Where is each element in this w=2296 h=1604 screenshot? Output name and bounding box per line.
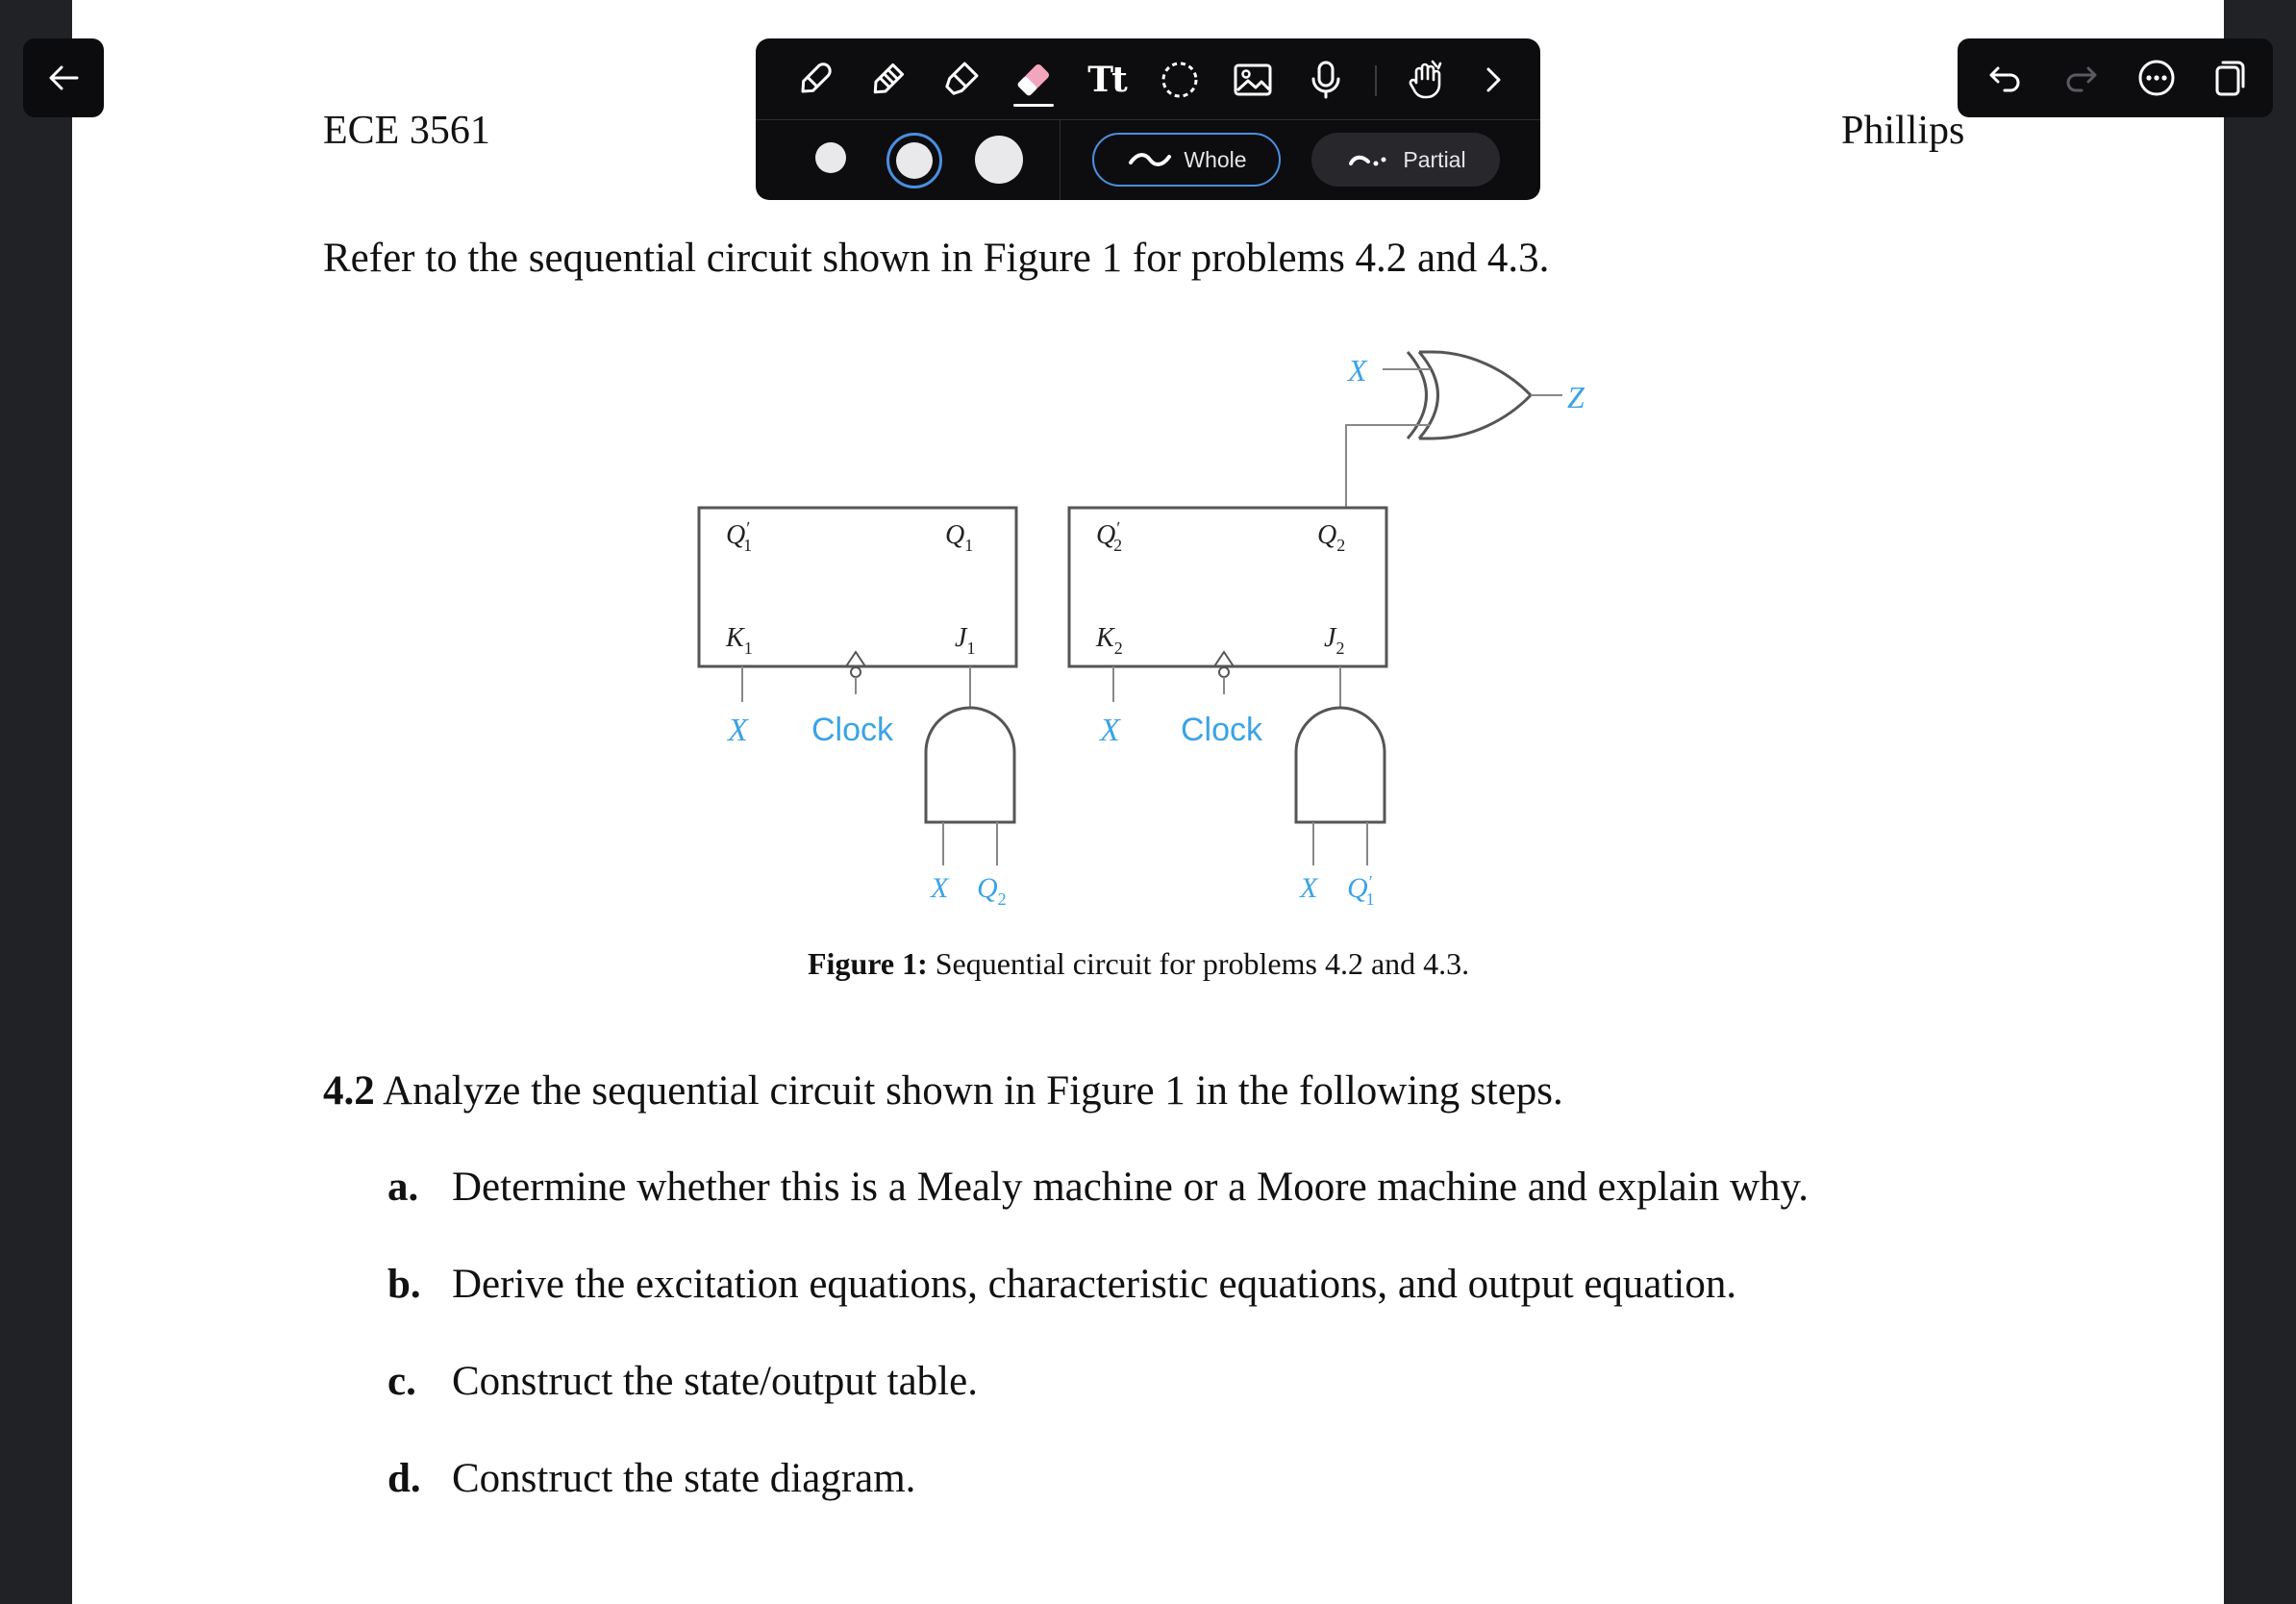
partial-mode-button[interactable] (1311, 133, 1500, 187)
back-button[interactable] (23, 38, 104, 117)
eraser-size-medium (896, 142, 933, 179)
lasso-tool[interactable] (1156, 56, 1204, 104)
whole-mode-label: Whole (1184, 146, 1247, 172)
figure-caption-text: Sequential circuit for problems 4.2 and 4.3. (927, 946, 1470, 981)
and2-q1bar-label: Q′ 1 (1347, 872, 1375, 909)
and2-x-label: X (1300, 872, 1318, 904)
highlighter-tool[interactable] (936, 56, 985, 104)
problem-text: Analyze the sequential circuit shown in Figure 1 in the following steps. (374, 1068, 1563, 1114)
pen-icon (792, 58, 836, 102)
ff1-k-label: $K_1$ (726, 623, 753, 658)
and1-q2-label: $Q_2$ (977, 872, 1007, 909)
course-code: ECE 3561 (323, 109, 490, 153)
ff2-k-label: $K_2$ (1096, 623, 1123, 658)
ff2-j-label: $J_2$ (1324, 623, 1345, 658)
and1-x-label: X (931, 872, 949, 904)
problem-item-d: d. Construct the state diagram. (387, 1456, 916, 1501)
right-margin (2224, 0, 2296, 1604)
and-gate-1 (926, 708, 1014, 822)
tool-row (756, 38, 1540, 119)
more-options-button[interactable] (2133, 54, 2181, 102)
partial-stroke-icon (1345, 148, 1393, 171)
eraser-size-medium-ring[interactable] (886, 133, 942, 188)
redo-button[interactable] (2058, 54, 2106, 102)
figure-caption (808, 946, 1469, 982)
figure-caption-label: Figure 1: (808, 946, 928, 981)
ff2-clock-triangle (1214, 652, 1234, 666)
toolbar-divider-vertical (1060, 120, 1061, 200)
ff2-clock-bubble (1219, 667, 1229, 677)
problem-item-c: c. Construct the state/output table. (387, 1359, 978, 1404)
toolbar-divider (756, 119, 1540, 120)
xor-output-z-label: Z (1567, 380, 1585, 414)
more-tools-button[interactable] (1469, 56, 1517, 104)
tilde-stroke-icon (1126, 148, 1174, 171)
ff2-q-label: $Q_2$ (1317, 520, 1346, 555)
eraser-size-large[interactable] (975, 136, 1023, 184)
ff1-j-label: $J_1$ (955, 623, 976, 658)
partial-mode-label: Partial (1403, 146, 1466, 172)
problem-item-a: a. Determine whether this is a Mealy machine or a Moore machine and explain why. (387, 1165, 1809, 1210)
image-tool[interactable] (1229, 56, 1277, 104)
intro-paragraph: Refer to the sequential circuit shown in Figure 1 for problems 4.2 and 4.3. (323, 236, 1550, 281)
microphone-icon (1304, 58, 1348, 102)
toolbar-separator (1375, 65, 1377, 96)
arrow-left-icon (44, 59, 83, 97)
ff1-clock-label: Clock (811, 712, 894, 748)
redo-icon (2060, 57, 2103, 99)
ff1-clock-triangle (846, 652, 865, 666)
more-icon (2135, 57, 2178, 99)
instructor-name: Phillips (1841, 109, 1965, 153)
pages-button[interactable] (2206, 54, 2254, 102)
undo-icon (1984, 57, 2026, 99)
top-right-toolbar (1958, 38, 2273, 117)
left-margin (0, 0, 72, 1604)
problem-number: 4.2 (323, 1068, 375, 1114)
ff2-clock-label: Clock (1181, 712, 1263, 748)
ff1-qbar-label: Q′ 1 (726, 518, 753, 555)
ff1-x-input-label: X (728, 713, 748, 748)
ff2-x-input-label: X (1100, 713, 1120, 748)
circuit-figure (673, 327, 1683, 923)
problem-item-b: b. Derive the excitation equations, characteristic equations, and output equation. (387, 1262, 1737, 1307)
chevron-right-icon (1471, 58, 1515, 102)
ff1-clock-bubble (851, 667, 861, 677)
pencil-tool[interactable] (863, 56, 911, 104)
xor-input-x-label: X (1348, 353, 1367, 388)
lasso-icon (1158, 58, 1202, 102)
eraser-icon (1011, 58, 1056, 102)
eraser-size-small[interactable] (815, 142, 846, 173)
annotation-toolbar (756, 38, 1540, 200)
ff2-qbar-label: Q′ 2 (1096, 518, 1123, 555)
pencil-icon (865, 58, 910, 102)
ff1-q-label: $Q_1$ (945, 520, 974, 555)
highlighter-icon (938, 58, 983, 102)
text-tool[interactable] (1083, 56, 1131, 104)
and-gate-2 (1296, 708, 1385, 822)
problem-4-2 (323, 1067, 1563, 1115)
active-tool-indicator (1013, 104, 1054, 107)
microphone-tool[interactable] (1302, 56, 1350, 104)
image-icon (1231, 58, 1275, 102)
text-tool-icon: Tt (1087, 60, 1126, 100)
eraser-tool[interactable] (1010, 56, 1058, 104)
pen-tool[interactable] (790, 56, 838, 104)
whole-mode-button[interactable] (1092, 133, 1281, 187)
undo-button[interactable] (1981, 54, 2029, 102)
hand-tool[interactable] (1402, 56, 1450, 104)
pages-icon (2209, 57, 2251, 99)
q2-feedback-wire (1346, 425, 1430, 508)
hand-icon (1404, 58, 1448, 102)
